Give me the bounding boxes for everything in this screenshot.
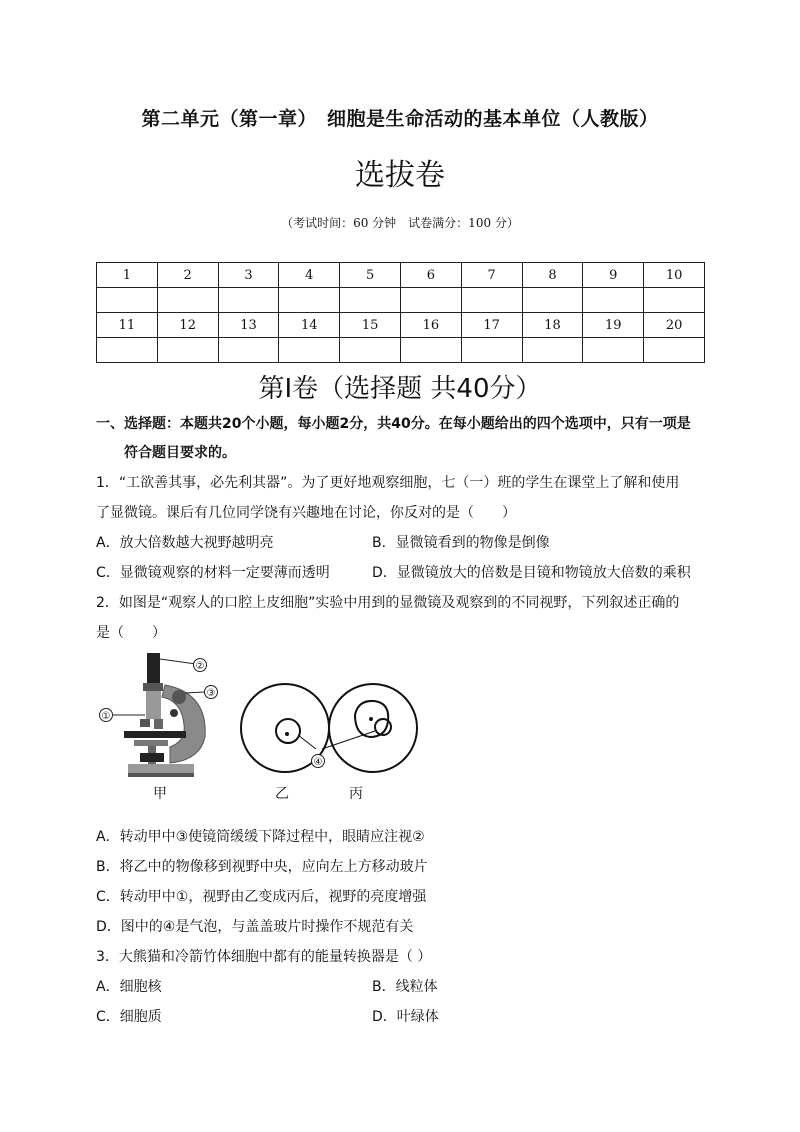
grid-cell-number: 18: [522, 313, 583, 338]
q1-stem-line2: 了显微镜。课后有几位同学饶有兴趣地在讨论，你反对的是（ ）: [96, 505, 516, 521]
microscope-illustration: [100, 653, 218, 777]
q2-option-a[interactable]: A．转动甲中③使镜筒缓缓下降过程中，眼睛应注视②: [96, 829, 425, 845]
grid-cell-answer[interactable]: [461, 288, 522, 313]
grid-cell-answer[interactable]: [157, 338, 218, 363]
grid-cell-answer[interactable]: [218, 288, 279, 313]
grid-cell-number: 14: [279, 313, 340, 338]
exam-subtitle: 选拔卷: [355, 158, 445, 193]
answer-grid: [96, 262, 705, 363]
q1-option-a[interactable]: A．放大倍数越大视野越明亮: [96, 535, 274, 551]
grid-cell-number: 1: [97, 263, 158, 288]
grid-cell-answer[interactable]: [340, 338, 401, 363]
grid-cell-answer[interactable]: [583, 338, 644, 363]
exam-title: 第二单元（第一章） 细胞是生命活动的基本单位（人教版）: [141, 108, 659, 130]
exam-info: （考试时间：60 分钟 试卷满分：100 分）: [281, 216, 519, 230]
answer-grid-answer-row: [97, 338, 705, 363]
grid-cell-answer[interactable]: [97, 338, 158, 363]
label-1: ①: [101, 711, 111, 722]
grid-cell-number: 7: [461, 263, 522, 288]
q3-option-a[interactable]: A．细胞核: [96, 979, 162, 995]
q3-option-c[interactable]: C．细胞质: [96, 1009, 162, 1025]
label-2: ②: [195, 661, 205, 672]
grid-cell-answer[interactable]: [461, 338, 522, 363]
grid-cell-answer[interactable]: [279, 338, 340, 363]
view-field-bing: [329, 684, 417, 772]
q2-stem-line1: 2．如图是“观察人的口腔上皮细胞”实验中用到的显微镜及观察到的不同视野，下列叙述正确的: [96, 595, 680, 611]
grid-cell-answer[interactable]: [218, 338, 279, 363]
grid-cell-number: 20: [644, 313, 705, 338]
grid-cell-number: 16: [400, 313, 461, 338]
q2-option-c[interactable]: C．转动甲中①，视野由乙变成丙后，视野的亮度增强: [96, 889, 427, 905]
q1-option-c[interactable]: C．显微镜观察的材料一定要薄而透明: [96, 565, 330, 581]
caption-jia: 甲: [153, 786, 167, 802]
answer-grid-answer-row: [97, 288, 705, 313]
q3-stem: 3．大熊猫和冷箭竹体细胞中都有的能量转换器是（ ）: [96, 949, 432, 965]
caption-yi: 乙: [275, 786, 289, 802]
grid-cell-answer[interactable]: [583, 288, 644, 313]
grid-cell-number: 19: [583, 313, 644, 338]
grid-cell-answer[interactable]: [400, 288, 461, 313]
grid-cell-number: 10: [644, 263, 705, 288]
grid-cell-answer[interactable]: [522, 288, 583, 313]
q2-option-d[interactable]: D．图中的④是气泡，与盖盖玻片时操作不规范有关: [96, 919, 414, 935]
grid-cell-number: 11: [97, 313, 158, 338]
section-instruction-line1: 一、选择题：本题共20个小题，每小题2分，共40分。在每小题给出的四个选项中，只有一项是: [96, 416, 691, 432]
grid-cell-number: 15: [340, 313, 401, 338]
section-instruction: [96, 410, 706, 468]
q1-stem-line1: 1．“工欲善其事，必先利其器”。为了更好地观察细胞，七（一）班的学生在课堂上了解和使用: [96, 475, 680, 491]
q3-option-b[interactable]: B．线粒体: [372, 979, 438, 995]
q2-option-b[interactable]: B．将乙中的物像移到视野中央，应向左上方移动玻片: [96, 859, 428, 875]
grid-cell-number: 5: [340, 263, 401, 288]
grid-cell-number: 17: [461, 313, 522, 338]
q1-option-b[interactable]: B．显微镜看到的物像是倒像: [372, 535, 550, 551]
grid-cell-answer[interactable]: [340, 288, 401, 313]
q3-option-d[interactable]: D．叶绿体: [372, 1009, 439, 1025]
caption-bing: 丙: [349, 786, 363, 802]
grid-cell-number: 9: [583, 263, 644, 288]
grid-cell-number: 13: [218, 313, 279, 338]
grid-cell-number: 8: [522, 263, 583, 288]
grid-cell-number: 3: [218, 263, 279, 288]
section-instruction-line2: 符合题目要求的。: [124, 445, 236, 461]
grid-cell-answer[interactable]: [97, 288, 158, 313]
label-4: ④: [313, 757, 323, 768]
part-title: 第Ⅰ卷（选择题 共40分）: [258, 374, 542, 404]
q2-stem-line2: 是（ ）: [96, 625, 166, 641]
grid-cell-answer[interactable]: [279, 288, 340, 313]
answer-grid-number-row: [97, 263, 705, 288]
grid-cell-answer[interactable]: [400, 338, 461, 363]
answer-grid-number-row: [97, 313, 705, 338]
grid-cell-number: 4: [279, 263, 340, 288]
grid-cell-number: 6: [400, 263, 461, 288]
grid-cell-answer[interactable]: [644, 338, 705, 363]
grid-cell-answer[interactable]: [644, 288, 705, 313]
grid-cell-number: 12: [157, 313, 218, 338]
q1-option-d[interactable]: D．显微镜放大的倍数是目镜和物镜放大倍数的乘积: [372, 565, 691, 581]
grid-cell-number: 2: [157, 263, 218, 288]
grid-cell-answer[interactable]: [157, 288, 218, 313]
microscope-figure: [90, 645, 450, 810]
label-3: ③: [206, 688, 216, 699]
grid-cell-answer[interactable]: [522, 338, 583, 363]
